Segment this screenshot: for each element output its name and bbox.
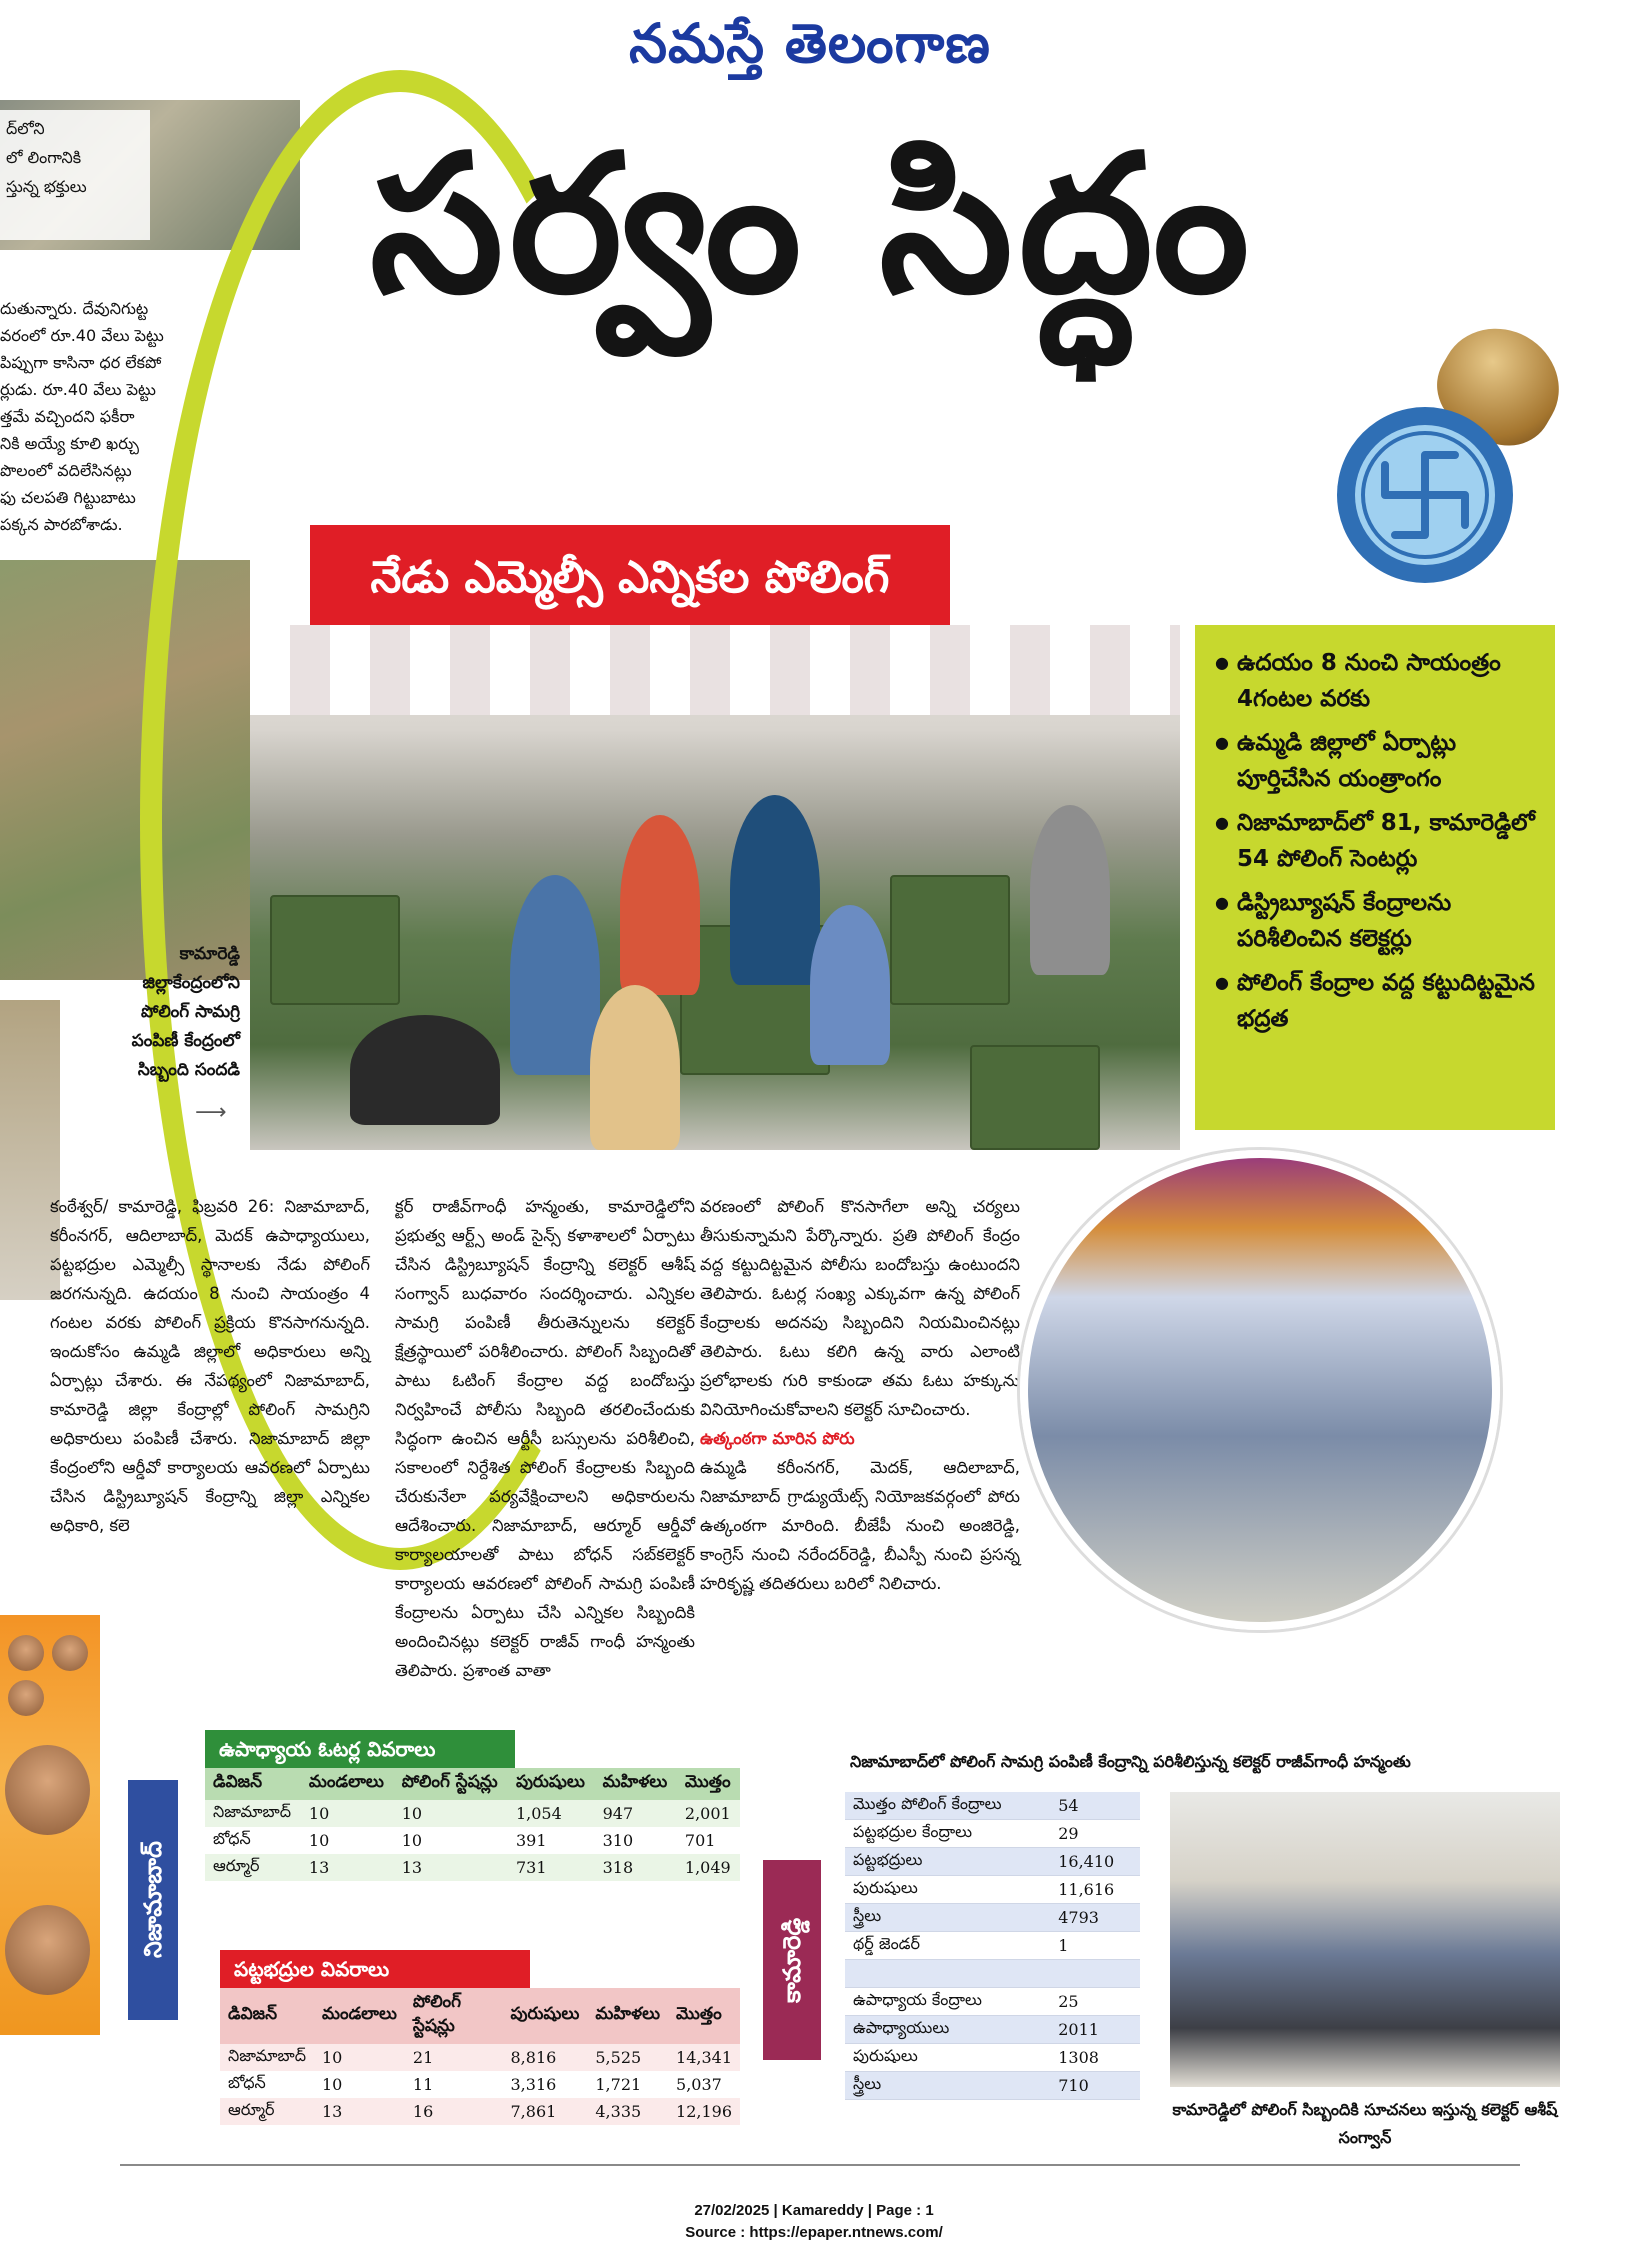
table-header-row (205, 1768, 740, 1800)
text-line: ర్లుడు. రూ.40 వేలు పెట్టు (0, 380, 156, 399)
table-cell: 10 (314, 2044, 405, 2071)
article-subheading: ఉత్కంఠగా మారిన పోరు (700, 1429, 855, 1448)
column-header: మొత్తం (668, 1988, 740, 2044)
table-row (845, 1960, 1140, 1988)
column-header: డివిజన్ (220, 1988, 314, 2044)
collector-inspection-photo (1020, 1150, 1500, 1630)
table-cell: 10 (301, 1827, 394, 1854)
page-footer (0, 2200, 1628, 2244)
graduates-voters-table (220, 1988, 740, 2125)
footer-source-link[interactable]: Source : https://epaper.ntnews.com/ (685, 2224, 943, 2241)
table-row (845, 1904, 1140, 1932)
person-figure (590, 985, 680, 1150)
caption-line: పంపిణీ కేంద్రంలో (131, 1031, 240, 1051)
column-header: పోలింగ్ స్టేషన్లు (405, 1988, 503, 2044)
person-figure (510, 875, 600, 1075)
stat-label: పురుషులు (845, 1876, 1050, 1904)
highlight-item: ● నిజామాబాద్‌లో 81, కామారెడ్డిలో 54 పోలింగ్ సెంటర్లు (1215, 805, 1545, 877)
table-cell: 701 (677, 1827, 740, 1854)
article-column-1: కంఠేశ్వర్/ కామారెడ్డి, ఫిబ్రవరి 26: నిజామాబాద్, కరీంనగర్, ఆదిలాబాద్, మెదక్ ఉపాధ్యాయులు, పట్టభద్రుల ఎమ్మెల్సీ స్థానాలకు నేడు పోలింగ్ జరగనున్నది. ఉదయం 8 నుంచి సాయంత్రం 4 గంటల వరకు పోలింగ్ ప్రక్రియ కొనసాగనున్నది. ఇందుకోసం ఉమ్మడి జిల్లాలో అధికారులు అన్ని ఏర్పాట్లు చేశారు. ఈ నేపథ్యంలో నిజామాబాద్, కామారెడ్డి జిల్లా కేంద్రాల్లో పోలింగ్ సామగ్రిని అధికారులు పంపిణీ చేశారు. నిజామాబాద్ జిల్లా కేంద్రంలోని ఆర్డీవో కార్యాలయ ఆవరణలో ఏర్పాటు చేసిన డిస్ట్రిబ్యూషన్ కేంద్రాన్ని జిల్లా ఎన్నికల అధికారి, కలె (50, 1197, 370, 1535)
person-figure (810, 905, 890, 1065)
kamareddy-collector-photo (1170, 1792, 1560, 2087)
stat-label: పట్టభద్రుల కేంద్రాలు (845, 1820, 1050, 1848)
stat-label (845, 1960, 1050, 1988)
table-cell: 2,001 (677, 1800, 740, 1827)
main-distribution-photo (250, 625, 1180, 1150)
graduates-table-title: పట్టభద్రుల వివరాలు (220, 1950, 530, 1988)
column-header: పురుషులు (503, 1988, 588, 2044)
table-row (845, 1820, 1140, 1848)
person-figure (1030, 805, 1110, 975)
stat-value: 2011 (1050, 2016, 1140, 2044)
text-line: వరంలో రూ.40 వేలు పెట్టు (0, 326, 164, 345)
stat-label: థర్డ్ జెండర్ (845, 1932, 1050, 1960)
stat-value: 54 (1050, 1792, 1140, 1820)
table-row (205, 1827, 740, 1854)
text-line: త్తమే వచ్చిందని ఫకీరా (0, 407, 135, 426)
table-row (845, 1932, 1140, 1960)
table-cell: 13 (394, 1854, 508, 1881)
table-cell: 11 (412, 2075, 434, 2094)
candidate-face (52, 1635, 88, 1671)
stat-label: ఉపాధ్యాయులు (845, 2016, 1050, 2044)
column-header: మహిళలు (595, 1768, 677, 1800)
highlights-box (1195, 625, 1555, 1130)
article-column-3 (700, 1192, 1020, 1598)
table-cell: నిజామాబాద్ (205, 1800, 301, 1827)
text-line: ఫు చలపతి గిట్టుబాటు (0, 488, 136, 507)
table-cell: నిజామాబాద్ (220, 2044, 314, 2071)
table-cell: 1,054 (508, 1800, 595, 1827)
stat-value: 1308 (1050, 2044, 1140, 2072)
person-figure (730, 795, 820, 985)
column-header: మొత్తం (677, 1768, 740, 1800)
table-cell: 12,196 (668, 2098, 740, 2125)
caption-line: లో లింగానికి (6, 148, 82, 167)
caption-line: సిబ్బంది సందడి (137, 1060, 240, 1080)
table-cell: ఆర్మూర్ (220, 2098, 314, 2125)
arrow-right-icon: ⟶ (195, 1100, 227, 1125)
stat-value: 25 (1050, 1988, 1140, 2016)
table-row (220, 2071, 740, 2098)
caption-line: కామారెడ్డి (179, 944, 240, 964)
table-cell: ఆర్మూర్ (205, 1854, 301, 1881)
nizamabad-tag: నిజామాబాద్ (128, 1780, 178, 2020)
table-cell: 391 (508, 1827, 595, 1854)
teachers-voters-table (205, 1768, 740, 1881)
caption-line: ద్‌లోని (6, 119, 45, 138)
column-header: పోలింగ్ స్టేషన్లు (394, 1768, 508, 1800)
stat-value: 4793 (1050, 1904, 1140, 1932)
table-row (205, 1854, 740, 1881)
table-cell: 8,816 (503, 2044, 588, 2071)
main-photo-caption (70, 940, 240, 1085)
table-cell: 7,861 (503, 2098, 588, 2125)
article-text: వరణంలో పోలింగ్ కొనసాగేలా అన్ని చర్యలు తీసుకున్నామని పేర్కొన్నారు. ప్రతి పోలింగ్ కేంద్రం వద్ద కట్టుదిట్టమైన పోలీసు బందోబస్తు ఉంటుందని తెలిపారు. ఓటర్ల సంఖ్య ఎక్కువగా ఉన్న పోలింగ్ కేంద్రాలకు అదనపు సిబ్బందిని నియమించినట్లు తెలిపారు. ఓటు కలిగి ఉన్న వారు ఎలాంటి ప్రలోభాలకు గురి కాకుండా తమ ఓటు హక్కును వినియోగించుకోవాలని కలెక్టర్ సూచించారు. (700, 1197, 1020, 1419)
footer-date-edition: 27/02/2025 | Kamareddy | Page : 1 (694, 2202, 934, 2219)
table-cell: 947 (595, 1800, 677, 1827)
candidate-face (5, 1905, 90, 1995)
backpack (350, 1015, 500, 1125)
left-top-photo-caption (0, 110, 150, 240)
ballot-box (270, 895, 400, 1005)
text-line: దుతున్నారు. దేవునిగుట్ట (0, 299, 149, 318)
column-header: పురుషులు (508, 1768, 595, 1800)
stat-value: 710 (1050, 2072, 1140, 2100)
teachers-table-title: ఉపాధ్యాయ ఓటర్ల వివరాలు (205, 1730, 515, 1768)
table-cell: 3,316 (510, 2075, 557, 2094)
table-row (205, 1800, 740, 1827)
table-row (845, 1988, 1140, 2016)
table-cell: 13 (314, 2098, 405, 2125)
kamareddy-tag: కామారెడ్డి (763, 1860, 821, 2060)
highlight-item: ● ఉదయం 8 నుంచి సాయంత్రం 4గంటల వరకు (1215, 645, 1545, 717)
table-cell: 14,341 (668, 2044, 740, 2071)
table-row (845, 2072, 1140, 2100)
table-header-row (220, 1988, 740, 2044)
subheadline-banner: నేడు ఎమ్మెల్సీ ఎన్నికల పోలింగ్ (310, 525, 950, 630)
table-row (845, 2016, 1140, 2044)
stat-label: పురుషులు (845, 2044, 1050, 2072)
stat-value: 16,410 (1050, 1848, 1140, 1876)
table-cell: 10 (394, 1827, 508, 1854)
table-cell: 10 (301, 1800, 394, 1827)
table-row (220, 2098, 740, 2125)
stat-value: 11,616 (1050, 1876, 1140, 1904)
caption-line: స్తున్న భక్తులు (6, 177, 87, 196)
kamareddy-stats-table (845, 1792, 1140, 2100)
table-cell: 5,037 (676, 2075, 722, 2094)
stat-label: ఉపాధ్యాయ కేంద్రాలు (845, 1988, 1050, 2016)
ballot-box (890, 875, 1010, 1005)
masthead-logo: నమస్తే తెలంగాణ (629, 11, 991, 75)
table-row (845, 1792, 1140, 1820)
table-row (845, 2044, 1140, 2072)
column-header: మండలాలు (314, 1988, 405, 2044)
column-header: మహిళలు (587, 1988, 668, 2044)
highlight-item: ● ఉమ్మడి జిల్లాలో ఏర్పాట్లు పూర్తిచేసిన యంత్రాంగం (1215, 725, 1545, 797)
table-cell: 318 (595, 1854, 677, 1881)
table-cell: 1,721 (595, 2075, 642, 2094)
text-line: నికి అయ్యే కూలి ఖర్చు (0, 434, 140, 453)
table-cell: 1,049 (677, 1854, 740, 1881)
table-cell: 731 (508, 1854, 595, 1881)
candidates-photo-strip (0, 1615, 100, 2035)
kamareddy-photo-caption: కామారెడ్డిలో పోలింగ్ సిబ్బందికి సూచనలు ఇస్తున్న కలెక్టర్ ఆశీష్ సంగ్వాన్ (1172, 2100, 1558, 2147)
stat-value (1050, 1960, 1140, 1988)
caption-line: పోలింగ్ సామగ్రి (141, 1002, 240, 1022)
text-line: పొలంలో వదిలేసినట్లు (0, 461, 132, 480)
swastik-stamp-icon (1330, 400, 1520, 590)
column-header: మండలాలు (301, 1768, 394, 1800)
table-row (220, 2044, 740, 2071)
stat-label: పట్టభద్రులు (845, 1848, 1050, 1876)
article-text: ఉమ్మడి కరీంనగర్, మెదక్, ఆదిలాబాద్, నిజామాబాద్ గ్రాడ్యుయేట్స్ నియోజకవర్గంలో పోరు ఉత్కంఠగా మారింది. బీజేపీ నుంచి అంజిరెడ్డి, కాంగ్రెస్ నుంచి నరేందర్‌రెడ్డి, బీఎస్పీ నుంచి ప్రసన్న హరికృష్ణ తదితరులు బరిలో నిలిచారు. (700, 1458, 1020, 1593)
footer-divider (120, 2164, 1520, 2166)
table-cell: బోధన్ (205, 1827, 301, 1854)
text-line: పక్కన పారబోశాడు. (0, 515, 123, 534)
table-cell: 10 (321, 2075, 343, 2094)
highlight-item: ● డిస్ట్రిబ్యూషన్ కేంద్రాలను పరిశీలించిన కలెక్టర్లు (1215, 885, 1545, 957)
person-figure (620, 815, 700, 995)
text-line: పిప్పుగా కాసినా ధర లేకపో (0, 353, 162, 372)
candidate-face (8, 1635, 44, 1671)
stat-value: 1 (1050, 1932, 1140, 1960)
table-cell: 4,335 (587, 2098, 668, 2125)
table-cell: 10 (394, 1800, 508, 1827)
candidate-face (8, 1680, 44, 1716)
highlight-item: ● పోలింగ్ కేంద్రాల వద్ద కట్టుదిట్టమైన భద్రత (1215, 965, 1545, 1037)
ballot-box (970, 1045, 1100, 1150)
column-header: డివిజన్ (205, 1768, 301, 1800)
nizamabad-photo-caption: నిజామాబాద్‌లో పోలింగ్ సామగ్రి పంపిణీ కేంద్రాన్ని పరిశీలిస్తున్న కలెక్టర్ రాజీవ్‌గాంధీ హన్మంతు (850, 1752, 1411, 1771)
table-cell: 13 (301, 1854, 394, 1881)
table-row (845, 1876, 1140, 1904)
stat-value: 29 (1050, 1820, 1140, 1848)
main-headline: సర్వం సిద్ధం (370, 114, 1256, 335)
table-cell: 21 (405, 2044, 503, 2071)
tent-canopy (250, 625, 1180, 715)
caption-line: జిల్లాకేంద్రంలోని (142, 973, 240, 993)
table-cell: 310 (595, 1827, 677, 1854)
article-column-2: క్టర్ రాజీవ్‌గాంధీ హన్మంతు, కామారెడ్డిలోని ప్రభుత్వ ఆర్ట్స్ అండ్ సైన్స్ కళాశాలలో ఏర్పాటు చేసిన డిస్ట్రిబ్యూషన్ కేంద్రాన్ని కలెక్టర్ ఆశీష్ సంగ్వాన్ బుధవారం సందర్శించారు. ఎన్నికల సామగ్రి పంపిణీ తీరుతెన్నులను కలెక్టర్ క్షేత్రస్థాయిలో పరిశీలించారు. పోలింగ్ సిబ్బందితో పాటు ఓటింగ్ కేంద్రాల వద్ద బందోబస్తు నిర్వహించే పోలీసు సిబ్బంది తరలించేందుకు సిద్ధంగా ఉంచిన ఆర్టీసీ బస్సులను పరిశీలించి, సకాలంలో నిర్దేశిత పోలింగ్ కేంద్రాలకు సిబ్బంది చేరుకునేలా పర్యవేక్షించాలని అధికారులను ఆదేశించారు. నిజామాబాద్, ఆర్మూర్ ఆర్డీవో కార్యాలయాలతో పాటు బోధన్ సబ్‌కలెక్టర్ కార్యాలయ ఆవరణలో పోలింగ్ సామగ్రి పంపిణీ కేంద్రాలను ఏర్పాటు చేసి ఎన్నికల సిబ్బందికి అందించినట్లు కలెక్టర్ రాజీవ్ గాంధీ హన్మంతు తెలిపారు. ప్రశాంత వాతా (395, 1197, 695, 1680)
candidate-face (5, 1745, 90, 1835)
table-cell: 5,525 (587, 2044, 668, 2071)
stat-label: మొత్తం పోలింగ్ కేంద్రాలు (845, 1792, 1050, 1820)
stat-label: స్త్రీలు (845, 2072, 1050, 2100)
table-cell: 16 (405, 2098, 503, 2125)
table-row (845, 1848, 1140, 1876)
table-cell: బోధన్ (228, 2073, 266, 2092)
stat-label: స్త్రీలు (845, 1904, 1050, 1932)
